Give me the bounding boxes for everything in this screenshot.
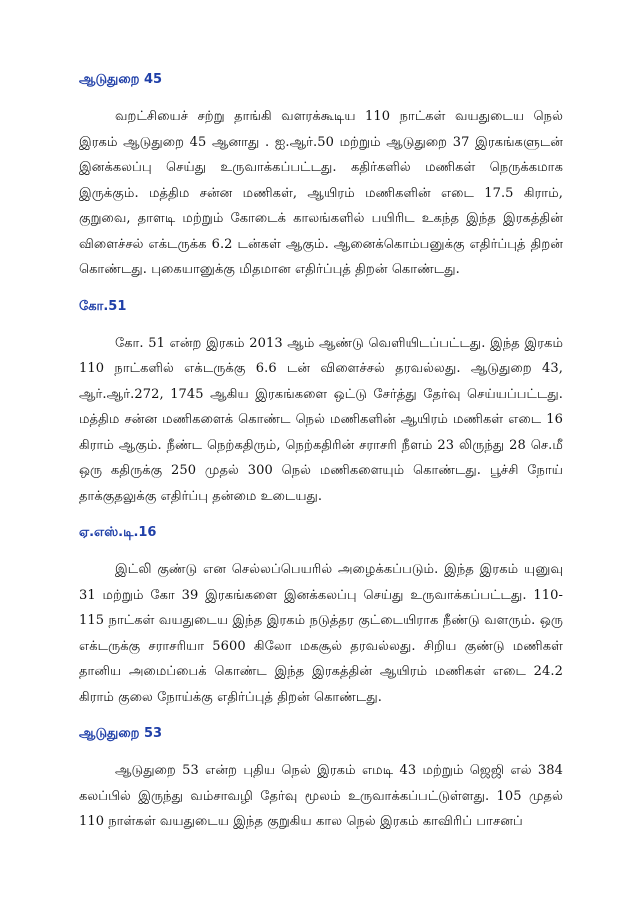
section-heading-adt53: ஆடுதுறை 53	[79, 726, 163, 741]
section-heading-asd16: ஏ.எஸ்.டி.16	[79, 525, 157, 540]
document-page	[79, 70, 563, 849]
section-body-asd16: இட்லி குண்டு என செல்லப்பெயரில் அழைக்கப்படும். இந்த இரகம் யுனுவு 31 மற்றும் கோ 39 இரகங்களை இனக்கலப்பு செய்து உருவாக்கப்பட்டது. 110-115 நாட்கள் வயதுடைய இந்த இரகம் நடுத்தர குட்டையிராக நீண்டு வளரும். ஒரு எக்டருக்கு சராசரியா 5600 கிலோ மகசூல் தரவல்லது. சிறிய குண்டு மணிகள் தானிய அமைப்பைக் கொண்ட இந்த இரகத்தின் ஆயிரம் மணிகள் எடை 24.2 கிராம் குலை நோய்க்கு எதிர்ப்புத் திறன் கொண்டது.	[79, 562, 563, 705]
section-body-co51: கோ. 51 என்ற இரகம் 2013 ஆம் ஆண்டு வெளியிடப்பட்டது. இந்த இரகம் 110 நாட்களில் எக்டருக்கு 6.6 டன் விளைச்சல் தரவல்லது. ஆடுதுறை 43, ஆர்.ஆர்.272, 1745 ஆகிய இரகங்களை ஒட்டு சேர்த்து தேர்வு செய்யப்பட்டது. மத்திம சன்ன மணிகளைக் கொண்ட நெல் மணிகளின் ஆயிரம் மணிகள் எடை 16 கிராம் ஆகும். நீண்ட நெற்கதிரும், நெற்கதிரின் சராசரி நீளம் 23 லிருந்து 28 செ.மீ ஒரு கதிருக்கு 250 முதல் 300 நெல் மணிகளையும் கொண்டது. பூச்சி நோய் தாக்குதலுக்கு எதிர்ப்பு தன்மை உடையது.	[79, 335, 563, 504]
section-body-adt45: வறட்சியைச் சற்று தாங்கி வளரக்கூடிய 110 நாட்கள் வயதுடைய நெல் இரகம் ஆடுதுறை 45 ஆனாது . ஐ.ஆர்.50 மற்றும் ஆடுதுறை 37 இரகங்களுடன் இனக்கலப்பு செய்து உருவாக்கப்பட்டது. கதிர்களில் மணிகள் நெருக்கமாக இருக்கும். மத்திம சன்ன மணிகள், ஆயிரம் மணிகளின் எடை 17.5 கிராம், குறுவை, தாளடி மற்றும் கோடைக் காலங்களில் பயிரிட உகந்த இந்த இரகத்தின் விளைச்சல் எக்டருக்க 6.2 டன்கள் ஆகும். ஆனைக்கொம்பனுக்கு எதிர்ப்புத் திறன் கொண்டது. புகையானுக்கு மிதமான எதிர்ப்புத் திறன் கொண்டது.	[79, 109, 563, 277]
section-body-adt53: ஆடுதுறை 53 என்ற புதிய நெல் இரகம் எமடி 43 மற்றும் ஜெஜி எல் 384 கலப்பில் இருந்து வம்சாவழி தேர்வு மூலம் உருவாக்கப்பட்டுள்ளது. 105 முதல் 110 நாள்கள் வயதுடைய இந்த குறுகிய கால நெல் இரகம் காவிரிப் பாசனப்	[79, 763, 563, 829]
section-heading-co51: கோ.51	[79, 298, 127, 314]
section-heading-adt45: ஆடுதுறை 45	[79, 72, 163, 87]
